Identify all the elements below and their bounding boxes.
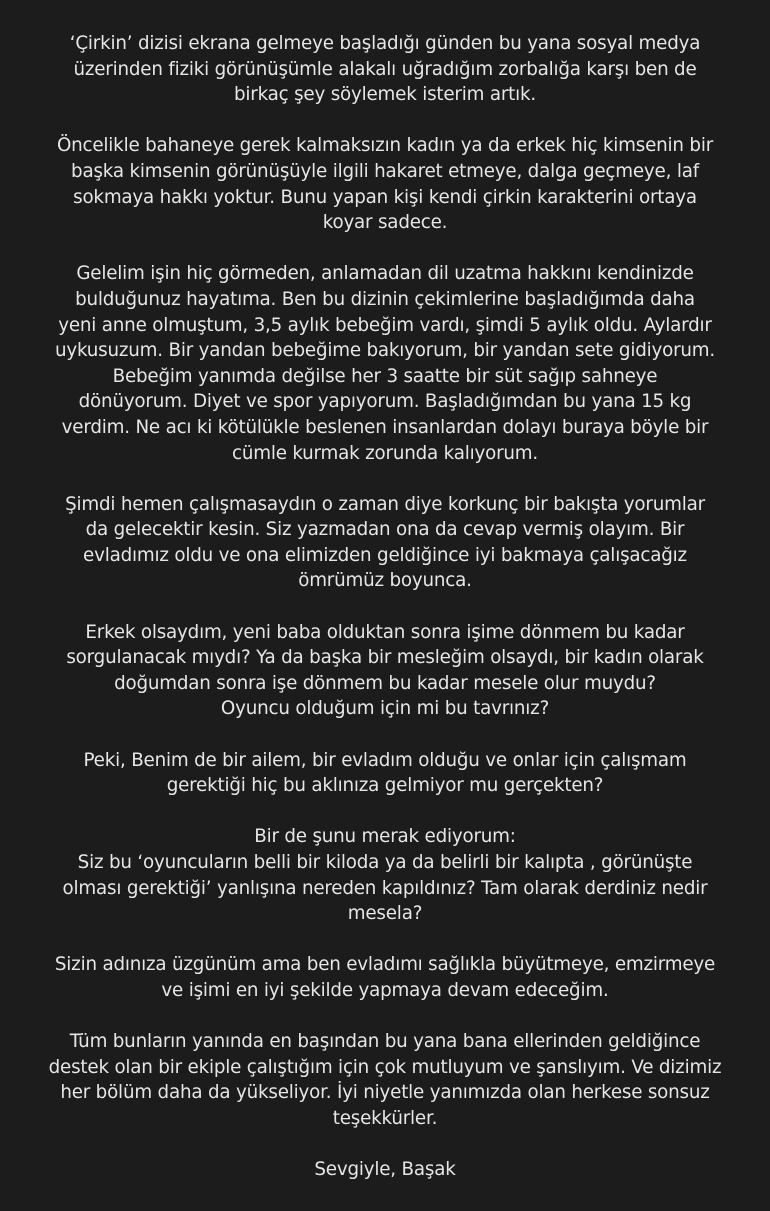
paragraph [18, 748, 752, 799]
text-line: üzerinden fiziki görünüşümle alakalı uğradığım zorbalığa karşı ben de [73, 58, 697, 80]
text-line: evladımız oldu ve ona elimizden geldiğince iyi bakmaya çalışacağız [83, 544, 687, 566]
paragraph [18, 1029, 752, 1131]
paragraph [18, 133, 752, 235]
signature-line: Sevgiyle, Başak [314, 1159, 456, 1181]
paragraph [18, 492, 752, 594]
text-line: sokmaya hakkı yoktur. Bunu yapan kişi kendi çirkin karakterini ortaya [73, 186, 697, 208]
text-line: koyar sadece. [322, 212, 448, 234]
text-line: Bir de şunu merak ediyorum: [254, 826, 516, 848]
text-line: mesela? [347, 903, 423, 925]
paragraph [18, 824, 752, 926]
text-line: Öncelikle bahaneye gerek kalmaksızın kadın ya da erkek hiç kimsenin bir [56, 135, 714, 157]
text-line: yeni anne olmuştum, 3,5 aylık bebeğim vardı, şimdi 5 aylık oldu. Aylardır [58, 314, 712, 336]
paragraph [18, 31, 752, 108]
text-line: teşekkürler. [332, 1107, 438, 1129]
paragraph [18, 261, 752, 466]
text-line: uykusuzum. Bir yandan bebeğime bakıyorum, bir yandan sete gidiyorum. [54, 340, 716, 362]
text-line: da gelecektir kesin. Siz yazmadan ona da cevap vermiş olayım. Bir [85, 519, 685, 541]
text-line: Oyuncu olduğum için mi bu tavrınız? [220, 698, 550, 720]
story-text-body [18, 31, 752, 1208]
text-line: verdim. Ne acı ki kötülükle beslenen insanlardan dolayı buraya böyle bir [61, 416, 709, 438]
text-line: cümle kurmak zorunda kalıyorum. [231, 442, 539, 464]
text-line: destek olan bir ekiple çalıştığım için çok mutluyum ve şanslıyım. Ve dizimiz [48, 1056, 722, 1078]
text-line: başka kimsenin görünüşüyle ilgili hakaret etmeye, dalga geçmeye, laf [71, 160, 699, 182]
signature [18, 1157, 752, 1183]
text-line: Siz bu ‘oyuncuların belli bir kiloda ya da belirli bir kalıpta , görünüşte [77, 852, 693, 873]
text-line: ömrümüz boyunca. [298, 570, 472, 592]
text-line: her bölüm daha da yükseliyor. İyi niyetle yanımızda olan herkese sonsuz [60, 1082, 710, 1104]
text-line: dönüyorum. Diyet ve spor yapıyorum. Başladığımdan bu yana 15 kg [78, 391, 692, 413]
text-line: Peki, Benim de bir ailem, bir evladım olduğu ve onlar için çalışmam [83, 749, 687, 771]
text-line: olması gerektiği’ yanlışına nereden kapıldınız? Tam olarak derdiniz nedir [62, 877, 708, 899]
text-line: Gelelim işin hiç görmeden, anlamadan dil uzatma hakkını kendinizde [76, 263, 694, 285]
text-line: Sizin adınıza üzgünüm ama ben evladımı sağlıkla büyütmeye, emzirmeye [54, 954, 716, 976]
text-line: Bebeğim yanımda değilse her 3 saatte bir süt sağıp sahneye [112, 365, 658, 387]
text-line: gerektiği hiç bu aklınıza gelmiyor mu gerçekten? [166, 775, 604, 797]
text-line: sorgulanacak mıydı? Ya da başka bir mesleğim olsaydı, bir kadın olarak [66, 647, 704, 669]
paragraph [18, 620, 752, 722]
text-line: ‘Çirkin’ dizisi ekrana gelmeye başladığı günden bu yana sosyal medya [69, 33, 701, 54]
text-line: ve işimi en iyi şekilde yapmaya devam edeceğim. [161, 979, 609, 1001]
text-line: bulduğunuz hayatıma. Ben bu dizinin çekimlerine başladığımda daha [75, 288, 695, 310]
text-line: birkaç şey söylemek isterim artık. [233, 84, 537, 106]
paragraph [18, 952, 752, 1003]
text-line: Erkek olsaydım, yeni baba olduktan sonra işime dönmem bu kadar [85, 621, 685, 643]
text-line: Tüm bunların yanında en başından bu yana bana ellerinden geldiğince [69, 1031, 701, 1053]
text-line: doğumdan sonra işe dönmem bu kadar mesele olur muydu? [114, 672, 656, 694]
text-line: Şimdi hemen çalışmasaydın o zaman diye korkunç bir bakışta yorumlar [65, 493, 705, 515]
